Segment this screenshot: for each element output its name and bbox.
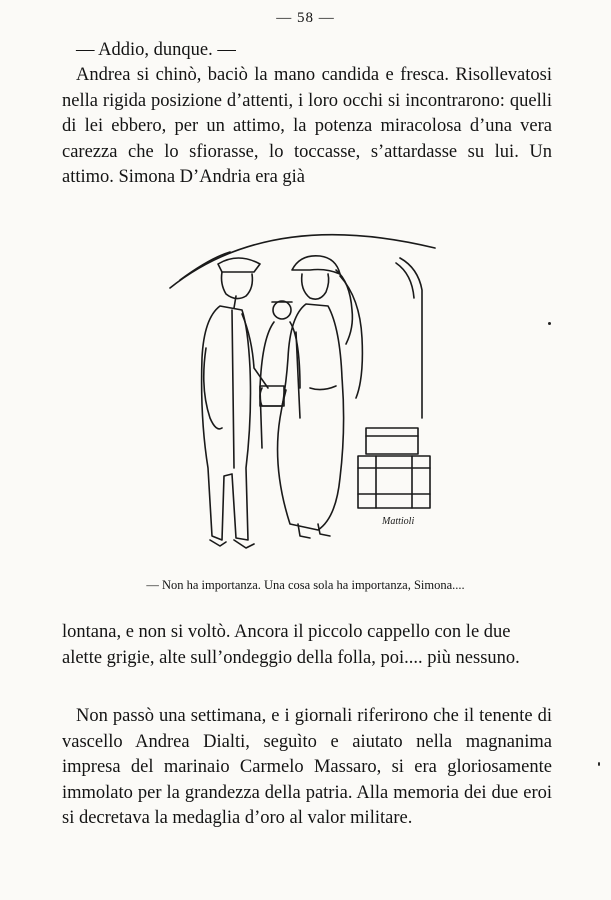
trunk-large — [358, 456, 430, 508]
illustration — [150, 218, 460, 578]
paragraph-farewell: — Addio, dunque. — — [76, 40, 236, 60]
illustration-signature: Mattioli — [382, 516, 415, 527]
officer-coat — [202, 306, 251, 540]
illustration-caption: — Non ha importanza. Una cosa sola ha importanza, Simona.... — [146, 578, 465, 592]
ink-speck — [548, 322, 551, 325]
trunk-small — [366, 428, 418, 454]
woman-hat — [292, 256, 340, 274]
paragraph-kiss: Andrea si chinò, baciò la mano candida e fresca. Risollevatosi nella rigida posizione d’attenti, i loro occhi si incontrarono: quelli di lei ebbero, per un attimo, la potenza miracolosa d’una vera carezza che lo sfiorasse, lo toccasse, s’attardasse su lui. Un attimo. Simona D’Andria era già — [62, 65, 552, 187]
page-number: — 58 — — [276, 10, 335, 26]
background-sailor-head — [273, 301, 291, 319]
paragraph-departure: lontana, e non si voltò. Ancora il piccolo cappello con le due alette grigie, alte sull’ondeggio della folla, poi.... più nessuno. — [62, 622, 520, 668]
officer-cap — [218, 258, 260, 272]
paragraph-news: Non passò una settimana, e i giornali riferirono che il tenente di vascello Andrea Dialti, seguìto e aiutato nella magnanima impresa del marinaio Carmelo Massaro, si era gloriosamente immolato per la grandezza della patria. Alla memoria dei due eroi si decretava la medaglia d’oro al valor militare. — [62, 706, 552, 828]
ink-speck — [598, 762, 600, 766]
woman-dress — [278, 304, 344, 530]
